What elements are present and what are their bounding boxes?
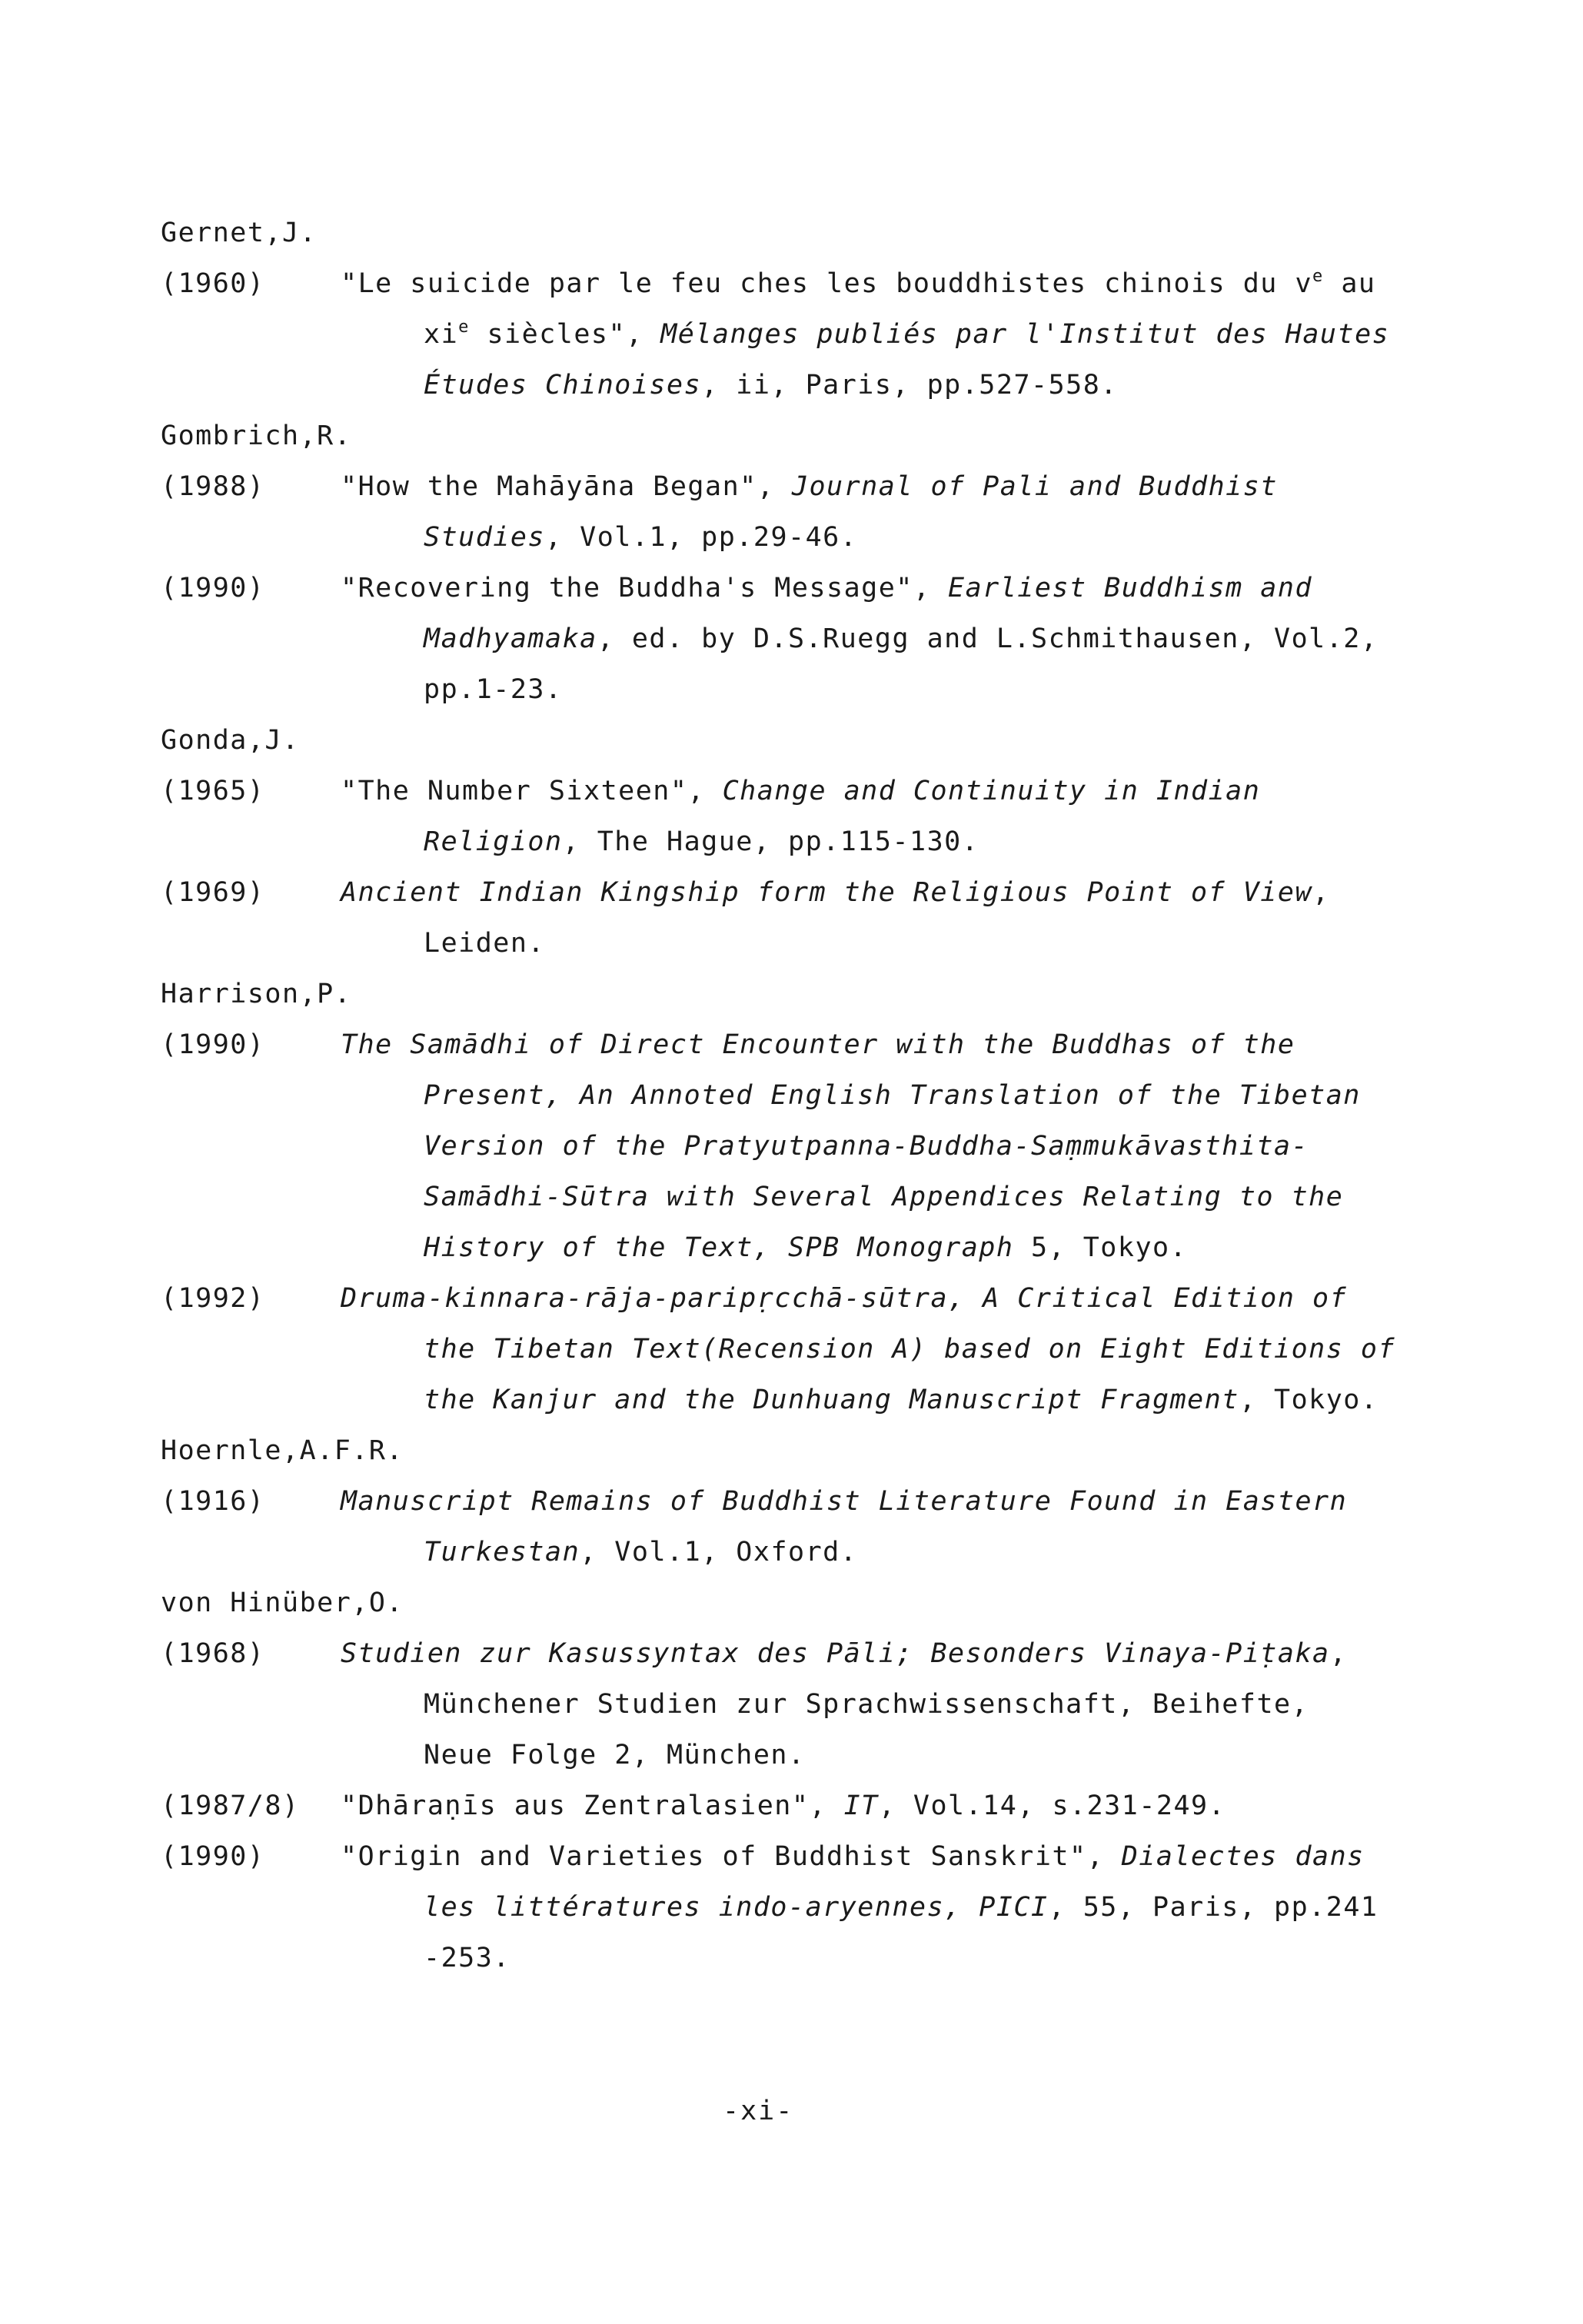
entry-year: (1969) <box>161 877 265 908</box>
author-heading: Gombrich,R. <box>161 421 352 451</box>
entry-text: Madhyamaka, ed. by D.S.Ruegg and L.Schmithausen, Vol.2, <box>424 623 1378 654</box>
entry-text: Present, An Annoted English Translation of the Tibetan <box>424 1080 1361 1111</box>
entry-text: the Tibetan Text(Recension A) based on Eight Editions of <box>424 1334 1396 1365</box>
entry-year: (1960) <box>161 268 265 299</box>
entry-year: (1988) <box>161 471 265 502</box>
entry-text: Münchener Studien zur Sprachwissenschaft, Beihefte, <box>424 1689 1309 1720</box>
entry-text: $xi^e$ siècles", Mélanges publiés par l'Institut des Hautes <box>424 318 1390 350</box>
page-number: -xi- <box>723 2096 794 2126</box>
entry-year: (1990) <box>161 1841 265 1872</box>
entry-text: "Origin and Varieties of Buddhist Sanskrit", Dialectes dans <box>341 1841 1365 1872</box>
entry-year: (1992) <box>161 1283 265 1314</box>
entry-text: Études Chinoises, ii, Paris, pp.527-558. <box>424 370 1118 401</box>
entry-text: Neue Folge 2, München. <box>424 1740 806 1770</box>
entry-text: "The Number Sixteen", Change and Continuity in Indian <box>341 776 1261 806</box>
entry-text: -253. <box>424 1943 510 1973</box>
entry-text: Studies, Vol.1, pp.29-46. <box>424 522 858 553</box>
entry-text: Ancient Indian Kingship form the Religious Point of View, <box>341 877 1330 908</box>
entry-year: (1916) <box>161 1486 265 1517</box>
entry-text: Samādhi-Sūtra with Several Appendices Relating to the <box>424 1182 1344 1212</box>
entry-text: pp.1-23. <box>424 674 563 705</box>
author-heading: von Hinüber,O. <box>161 1588 404 1618</box>
entry-text: Manuscript Remains of Buddhist Literature Found in Eastern <box>341 1486 1348 1517</box>
entry-year: (1968) <box>161 1638 265 1669</box>
entry-text: the Kanjur and the Dunhuang Manuscript Fragment, Tokyo. <box>424 1385 1378 1415</box>
entry-text: "Le suicide par le feu ches les bouddhistes chinois du $v^e$ au <box>341 267 1376 299</box>
entry-text: Turkestan, Vol.1, Oxford. <box>424 1537 858 1568</box>
entry-text: The Samādhi of Direct Encounter with the Buddhas of the <box>341 1029 1295 1060</box>
entry-text: "Recovering the Buddha's Message", Earliest Buddhism and <box>341 573 1313 603</box>
author-heading: Hoernle,A.F.R. <box>161 1435 404 1466</box>
entry-text: Version of the Pratyutpanna-Buddha-Saṃmukāvasthita- <box>424 1131 1309 1162</box>
entry-text: les littératures indo-aryennes, PICI, 55, Paris, pp.241 <box>424 1892 1378 1923</box>
author-heading: Gonda,J. <box>161 725 300 756</box>
entry-year: (1987/8) <box>161 1790 300 1821</box>
entry-year: (1965) <box>161 776 265 806</box>
entry-text: Leiden. <box>424 928 546 959</box>
entry-text: "Dhāraṇīs aus Zentralasien", IT, Vol.14, s.231-249. <box>341 1790 1226 1821</box>
entry-year: (1990) <box>161 1029 265 1060</box>
author-heading: Harrison,P. <box>161 979 352 1009</box>
entry-year: (1990) <box>161 573 265 603</box>
entry-text: Religion, The Hague, pp.115-130. <box>424 826 979 857</box>
entry-text: Druma-kinnara-rāja-paripṛcchā-sūtra, A Critical Edition of <box>341 1283 1348 1314</box>
entry-text: Studien zur Kasussyntax des Pāli; Besonders Vinaya-Piṭaka, <box>341 1638 1348 1669</box>
entry-text: "How the Mahāyāna Began", Journal of Pali and Buddhist <box>341 471 1278 502</box>
author-heading: Gernet,J. <box>161 218 318 248</box>
entry-text: History of the Text, SPB Monograph 5, Tokyo. <box>424 1232 1188 1263</box>
